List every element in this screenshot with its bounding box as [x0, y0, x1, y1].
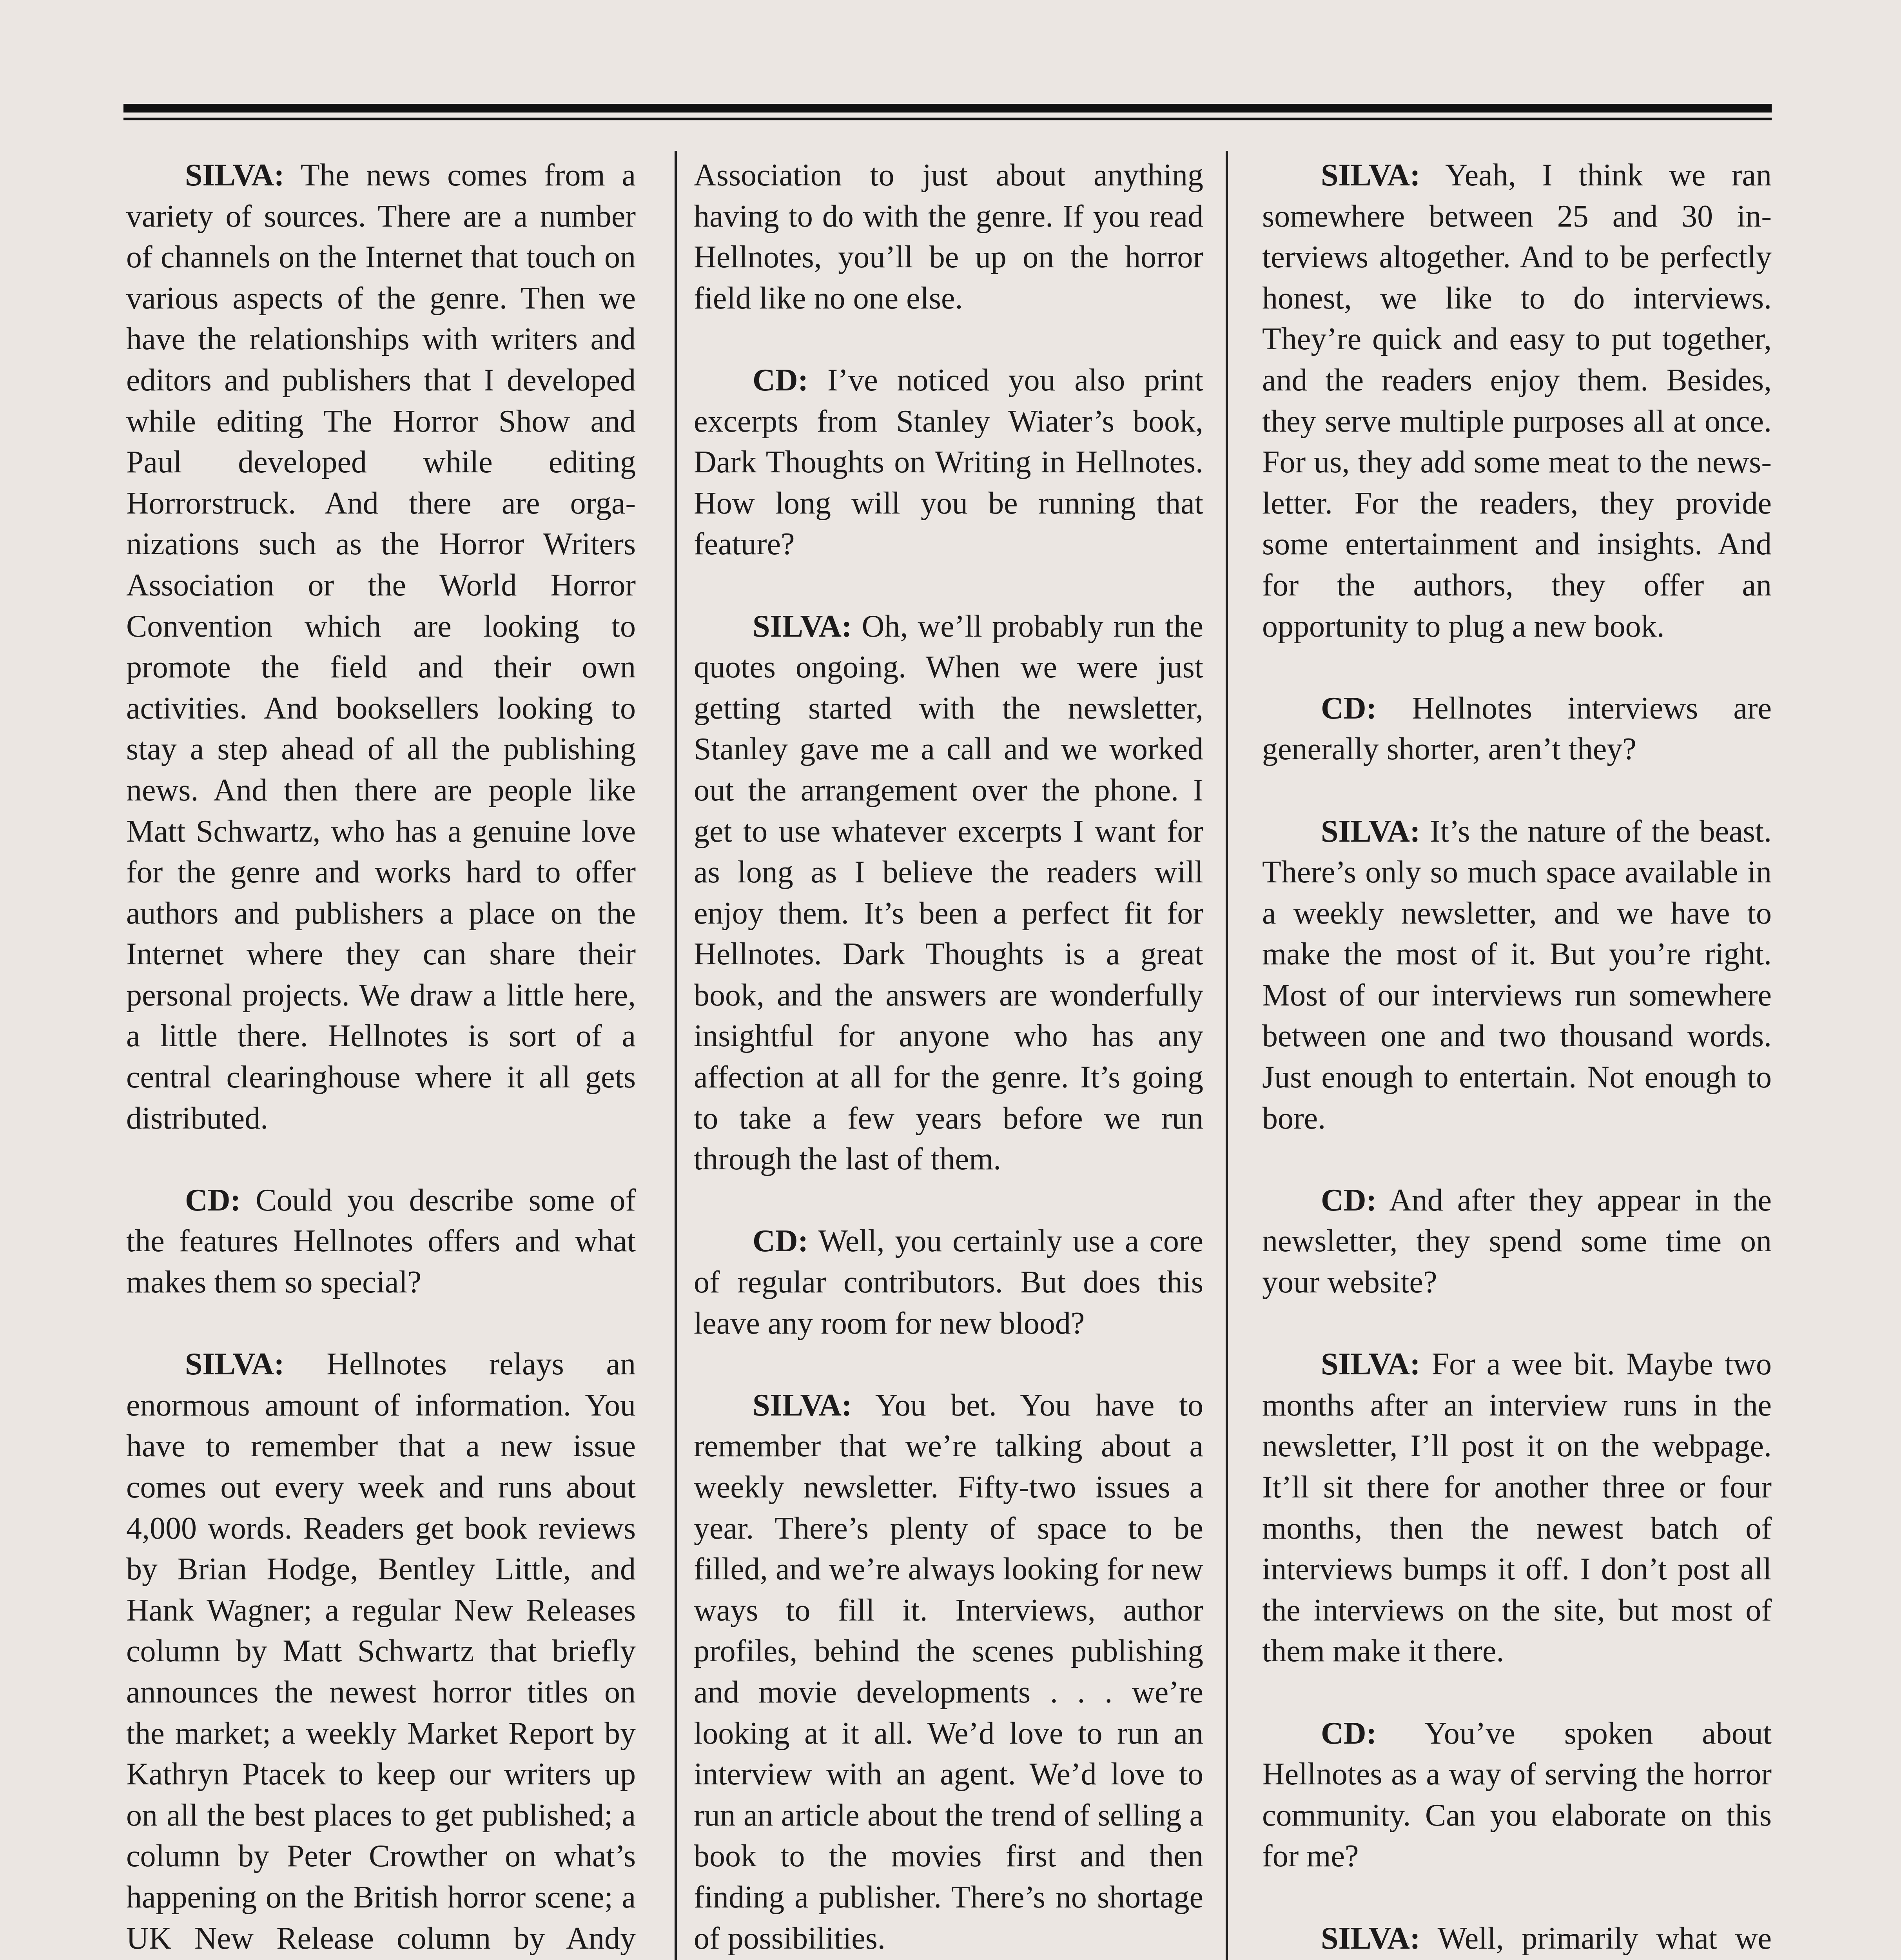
- paragraph-text: Hellnotes interviews are generally shorter, aren’t they?: [1262, 691, 1772, 767]
- paragraph: [694, 360, 1203, 565]
- paragraph: [1262, 1918, 1772, 1960]
- speaker-label: CD:: [1321, 1716, 1377, 1751]
- paragraph: [694, 1221, 1203, 1344]
- text-column-left: [126, 155, 636, 1960]
- speaker-label: SILVA:: [185, 158, 285, 192]
- paragraph: [1262, 155, 1772, 647]
- paragraph: [1262, 1180, 1772, 1303]
- speaker-label: SILVA:: [1321, 1921, 1420, 1956]
- speaker-label: SILVA:: [1321, 158, 1420, 192]
- paragraph-text: Well, primarily what we: [1437, 1921, 1772, 1956]
- speaker-label: CD:: [753, 363, 809, 397]
- paragraph-text: Association to just about anything having to do with the genre. If you read Hellnotes, you’ll be up on the horror field like no one else.: [694, 158, 1203, 316]
- column-divider-left: [675, 151, 677, 1960]
- paragraph-text: For a wee bit. Maybe two months after an interview runs in the newsletter, I’ll post it on the webpage. It’ll sit there for another three or four months, then the newest batch of interviews bumps it off. I don’t post all the interviews on the site, but most of them make it there.: [1262, 1347, 1772, 1669]
- paragraph-text: Well, you certainly use a core of regular contributors. But does this leave any room for new blood?: [694, 1224, 1203, 1341]
- speaker-label: SILVA:: [1321, 814, 1420, 849]
- paragraph: [694, 155, 1203, 319]
- top-rule-thick: [123, 104, 1772, 113]
- paragraph: [694, 606, 1203, 1180]
- top-rule-thin: [123, 118, 1772, 120]
- paragraph: [1262, 688, 1772, 770]
- paragraph: [1262, 1713, 1772, 1877]
- speaker-label: CD:: [753, 1224, 809, 1259]
- speaker-label: SILVA:: [185, 1347, 285, 1382]
- text-column-right: [1262, 155, 1772, 1960]
- paragraph: [694, 1385, 1203, 1959]
- paragraph: [1262, 1344, 1772, 1672]
- paragraph: [126, 1344, 636, 1960]
- paragraph-text: The news comes from a variety of sources. There are a number of channels on the Internet that touch on various aspects of the genre. Then we have the relationships with writers and editors and publishers that I developed while editing The Horror Show and Paul developed while editing Horrorstruck. And there are organizations such as the Horror Writers Association or the World Horror Convention which are looking to promote the field and their own activities. And booksellers looking to stay a step ahead of all the publishing news. And then there are people like Matt Schwartz, who has a genuine love for the genre and works hard to offer authors and publishers a place on the Internet where they can share their personal projects. We draw a little here, a little there. Hellnotes is sort of a central clearinghouse where it all gets distributed.: [126, 158, 636, 1136]
- speaker-label: SILVA:: [753, 1388, 852, 1423]
- paragraph-text: And after they appear in the newsletter, they spend some time on your website?: [1262, 1183, 1772, 1300]
- speaker-label: CD:: [1321, 691, 1377, 726]
- column-divider-right: [1226, 151, 1228, 1960]
- paragraph: [1262, 811, 1772, 1139]
- speaker-label: SILVA:: [1321, 1347, 1420, 1382]
- speaker-label: SILVA:: [753, 609, 852, 644]
- paragraph-text: Oh, we’ll probably run the quotes ongoing. When we were just getting started with the newsletter, Stanley gave me a call and we worked out the arrangement over the phone. I get to use whatever excerpts I want for as long as I believe the readers will enjoy them. It’s been a perfect fit for Hellnotes. Dark Thoughts is a great book, and the answers are wonderfully insightful for anyone who has any affection at all for the genre. It’s going to take a few years before we run through the last of them.: [694, 609, 1203, 1177]
- paragraph-text: You’ve spoken about Hellnotes as a way of serving the horror community. Can you elaborate on this for me?: [1262, 1716, 1772, 1874]
- paragraph: [126, 1180, 636, 1303]
- paragraph-text: Could you describe some of the features Hellnotes offers and what makes them so special?: [126, 1183, 636, 1300]
- speaker-label: CD:: [1321, 1183, 1377, 1218]
- paragraph-text: You bet. You have to remember that we’re talking about a weekly newsletter. Fifty-two issues a year. There’s plenty of space to be filled, and we’re always looking for new ways to fill it. Interviews, author profiles, behind the scenes publishing and movie developments . . . we’re looking at it all. We’d love to run an interview with an agent. We’d love to run an article about the trend of selling a book to the movies first and then finding a publisher. There’s no shortage of possibilities.: [694, 1388, 1203, 1956]
- paragraph: [126, 155, 636, 1139]
- paragraph-text: Hellnotes relays an enormous amount of information. You have to remember that a new issue comes out every week and runs about 4,000 words. Readers get book reviews by Brian Hodge, Bentley Little, and Hank Wagner; a regular New Releases column by Matt Schwartz that briefly announces the newest horror titles on the market; a weekly Market Report by Kathryn Ptacek to keep our writers up on all the best places to get published; a column by Peter Crowther on what’s happening on the British horror scene; a UK New Release column by Andy: [126, 1347, 636, 1956]
- paragraph-text: It’s the nature of the beast. There’s only so much space available in a weekly newsletter, and we have to make the most of it. But you’re right. Most of our interviews run somewhere between one and two thousand words. Just enough to entertain. Not enough to bore.: [1262, 814, 1772, 1136]
- speaker-label: CD:: [185, 1183, 241, 1218]
- paragraph-text: I’ve noticed you also print excerpts from Stanley Wiater’s book, Dark Thoughts on Writing in Hellnotes. How long will you be running that feature?: [694, 363, 1203, 562]
- paragraph-text: Yeah, I think we ran somewhere between 25 and 30 interviews altogether. And to be perfectly honest, we like to do interviews. They’re quick and easy to put together, and the readers enjoy them. Besides, they serve multiple purposes all at once. For us, they add some meat to the newsletter. For the readers, they provide some entertainment and insights. And for the authors, they offer an opportunity to plug a new book.: [1262, 158, 1772, 644]
- text-column-middle: [694, 155, 1203, 1960]
